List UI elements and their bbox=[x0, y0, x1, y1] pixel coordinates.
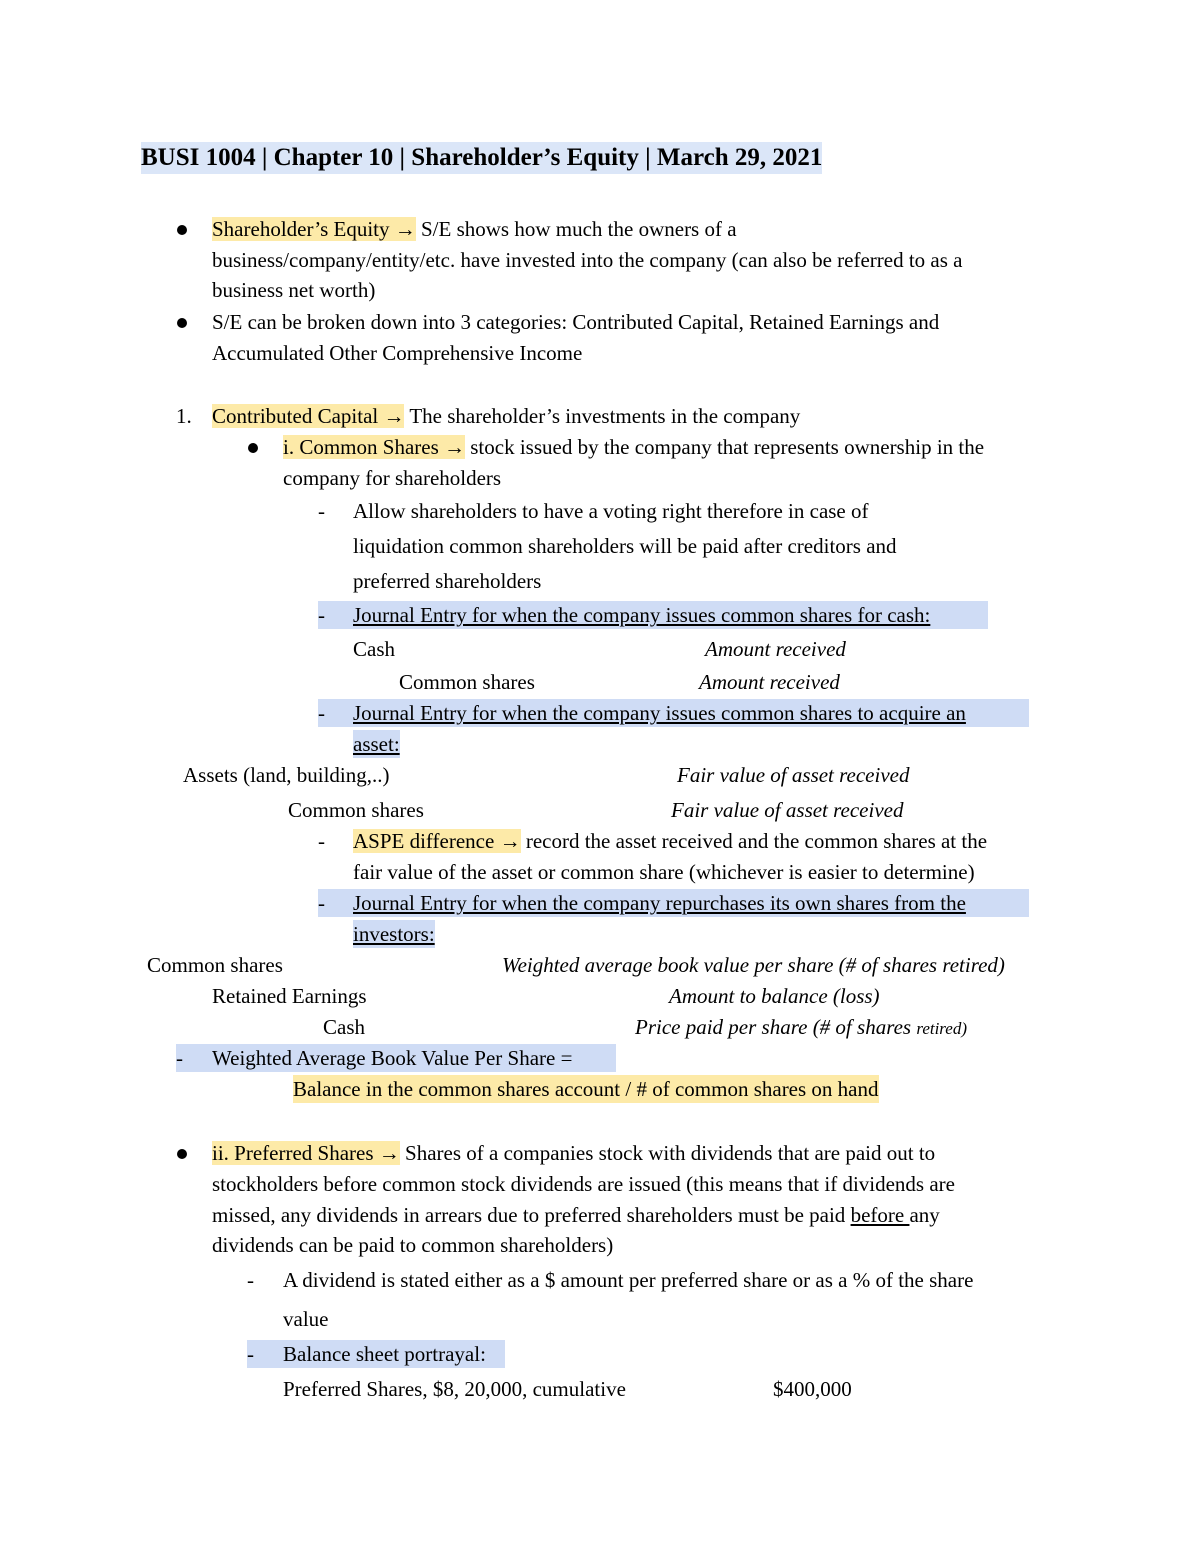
page-title: BUSI 1004 | Chapter 10 | Shareholder’s Equity | March 29, 2021 bbox=[141, 142, 822, 174]
je-cash-heading bbox=[318, 601, 988, 629]
dash: - bbox=[176, 1046, 183, 1070]
dash: - bbox=[318, 499, 325, 523]
rep-debit-retained-amount: Amount to balance (loss) bbox=[669, 984, 880, 1008]
je-asset-credit-amount: Fair value of asset received bbox=[671, 798, 904, 822]
intro-text: S/E can be broken down into 3 categories: Contributed Capital, Retained Earnings and bbox=[212, 310, 940, 334]
dash: - bbox=[247, 1342, 254, 1366]
balance-sheet-label-text: Balance sheet portrayal: bbox=[283, 1342, 486, 1366]
rep-credit-cash-amount-text: Price paid per share (# of shares bbox=[635, 1015, 917, 1039]
allow-text: Allow shareholders to have a voting right therefore in case of bbox=[353, 499, 869, 523]
preferred-text-a: missed, any dividends in arrears due to preferred shareholders must be paid bbox=[212, 1203, 851, 1227]
dash: - bbox=[318, 603, 325, 627]
je-asset-heading-text: Journal Entry for when the company issues common shares to acquire an bbox=[353, 701, 966, 725]
dash: - bbox=[247, 1268, 254, 1292]
aspe-line bbox=[353, 827, 987, 855]
bullet-icon bbox=[177, 225, 187, 235]
wavg-label bbox=[176, 1044, 616, 1072]
rep-credit-cash-amount bbox=[635, 1013, 967, 1043]
rep-credit-cash-amount-small: retired) bbox=[916, 1019, 967, 1038]
aspe-text: record the asset received and the common shares at the bbox=[520, 829, 988, 853]
allow-text: liquidation common shareholders will be paid after creditors and bbox=[353, 534, 897, 558]
preferred-text-b: any bbox=[909, 1203, 940, 1227]
rep-debit-retained: Retained Earnings bbox=[212, 984, 367, 1008]
preferred-text: dividends can be paid to common shareholders) bbox=[212, 1233, 614, 1257]
je-cash-debit: Cash bbox=[353, 637, 395, 661]
intro-text: business net worth) bbox=[212, 278, 376, 302]
common-desc: stock issued by the company that represents ownership in the bbox=[465, 435, 985, 459]
list-number: 1. bbox=[176, 404, 192, 428]
bullet-icon bbox=[248, 443, 258, 453]
bullet-icon bbox=[177, 1149, 187, 1159]
je-asset-credit: Common shares bbox=[288, 798, 424, 822]
je-cash-debit-amount: Amount received bbox=[705, 637, 846, 661]
dash: - bbox=[318, 891, 325, 915]
dividend-text: A dividend is stated either as a $ amount per preferred share or as a % of the share bbox=[283, 1268, 974, 1292]
term-common-shares: i. Common Shares → bbox=[283, 435, 465, 459]
je-asset-debit: Assets (land, building,..) bbox=[183, 763, 390, 787]
common-desc: company for shareholders bbox=[283, 466, 502, 490]
bullet-icon bbox=[177, 318, 187, 328]
allow-text: preferred shareholders bbox=[353, 569, 542, 593]
je-repurchase-heading-text: Journal Entry for when the company repurchases its own shares from the bbox=[353, 891, 966, 915]
dividend-text: value bbox=[283, 1307, 329, 1331]
preferred-text: Shares of a companies stock with dividends that are paid out to bbox=[399, 1141, 936, 1165]
contributed-capital-line bbox=[212, 402, 800, 430]
je-cash-heading-text: Journal Entry for when the company issues common shares for cash: bbox=[353, 603, 931, 627]
rep-credit-cash: Cash bbox=[323, 1015, 365, 1039]
wavg-formula: Balance in the common shares account / # of common shares on hand bbox=[293, 1077, 879, 1101]
rep-debit-common-amount: Weighted average book value per share (# of shares retired) bbox=[502, 953, 1005, 977]
preferred-text-underlined: before bbox=[850, 1203, 910, 1227]
intro-text: S/E shows how much the owners of a bbox=[415, 217, 737, 241]
je-repurchase-heading-text: investors: bbox=[353, 922, 435, 946]
intro-text: Accumulated Other Comprehensive Income bbox=[212, 341, 583, 365]
common-shares-line bbox=[283, 433, 984, 461]
term-preferred-shares: ii. Preferred Shares → bbox=[212, 1141, 400, 1165]
preferred-shares-line bbox=[212, 1139, 935, 1167]
je-cash-credit: Common shares bbox=[399, 670, 535, 694]
je-asset-heading bbox=[318, 699, 1029, 727]
aspe-text: fair value of the asset or common share (whichever is easier to determine) bbox=[353, 860, 975, 884]
preferred-text bbox=[212, 1201, 940, 1229]
term-shareholders-equity: Shareholder’s Equity → bbox=[212, 217, 416, 241]
contributed-desc: The shareholder’s investments in the company bbox=[404, 404, 801, 428]
je-asset-debit-amount: Fair value of asset received bbox=[677, 763, 910, 787]
term-aspe-difference: ASPE difference → bbox=[353, 829, 521, 853]
intro-bullet-1 bbox=[212, 215, 737, 243]
preferred-text: stockholders before common stock dividends are issued (this means that if dividends are bbox=[212, 1172, 955, 1196]
je-cash-credit-amount: Amount received bbox=[699, 670, 840, 694]
wavg-label-text: Weighted Average Book Value Per Share = bbox=[212, 1046, 573, 1070]
je-asset-heading-text: asset: bbox=[353, 732, 400, 756]
balance-sheet-label bbox=[247, 1340, 505, 1368]
rep-debit-common: Common shares bbox=[147, 953, 283, 977]
intro-text: business/company/entity/etc. have invested into the company (can also be referred to as a bbox=[212, 248, 963, 272]
je-repurchase-heading bbox=[318, 889, 1029, 917]
dash: - bbox=[318, 829, 325, 853]
balance-sheet-amount: $400,000 bbox=[773, 1377, 852, 1401]
balance-sheet-item: Preferred Shares, $8, 20,000, cumulative bbox=[283, 1377, 626, 1401]
term-contributed-capital: Contributed Capital → bbox=[212, 404, 405, 428]
dash: - bbox=[318, 701, 325, 725]
